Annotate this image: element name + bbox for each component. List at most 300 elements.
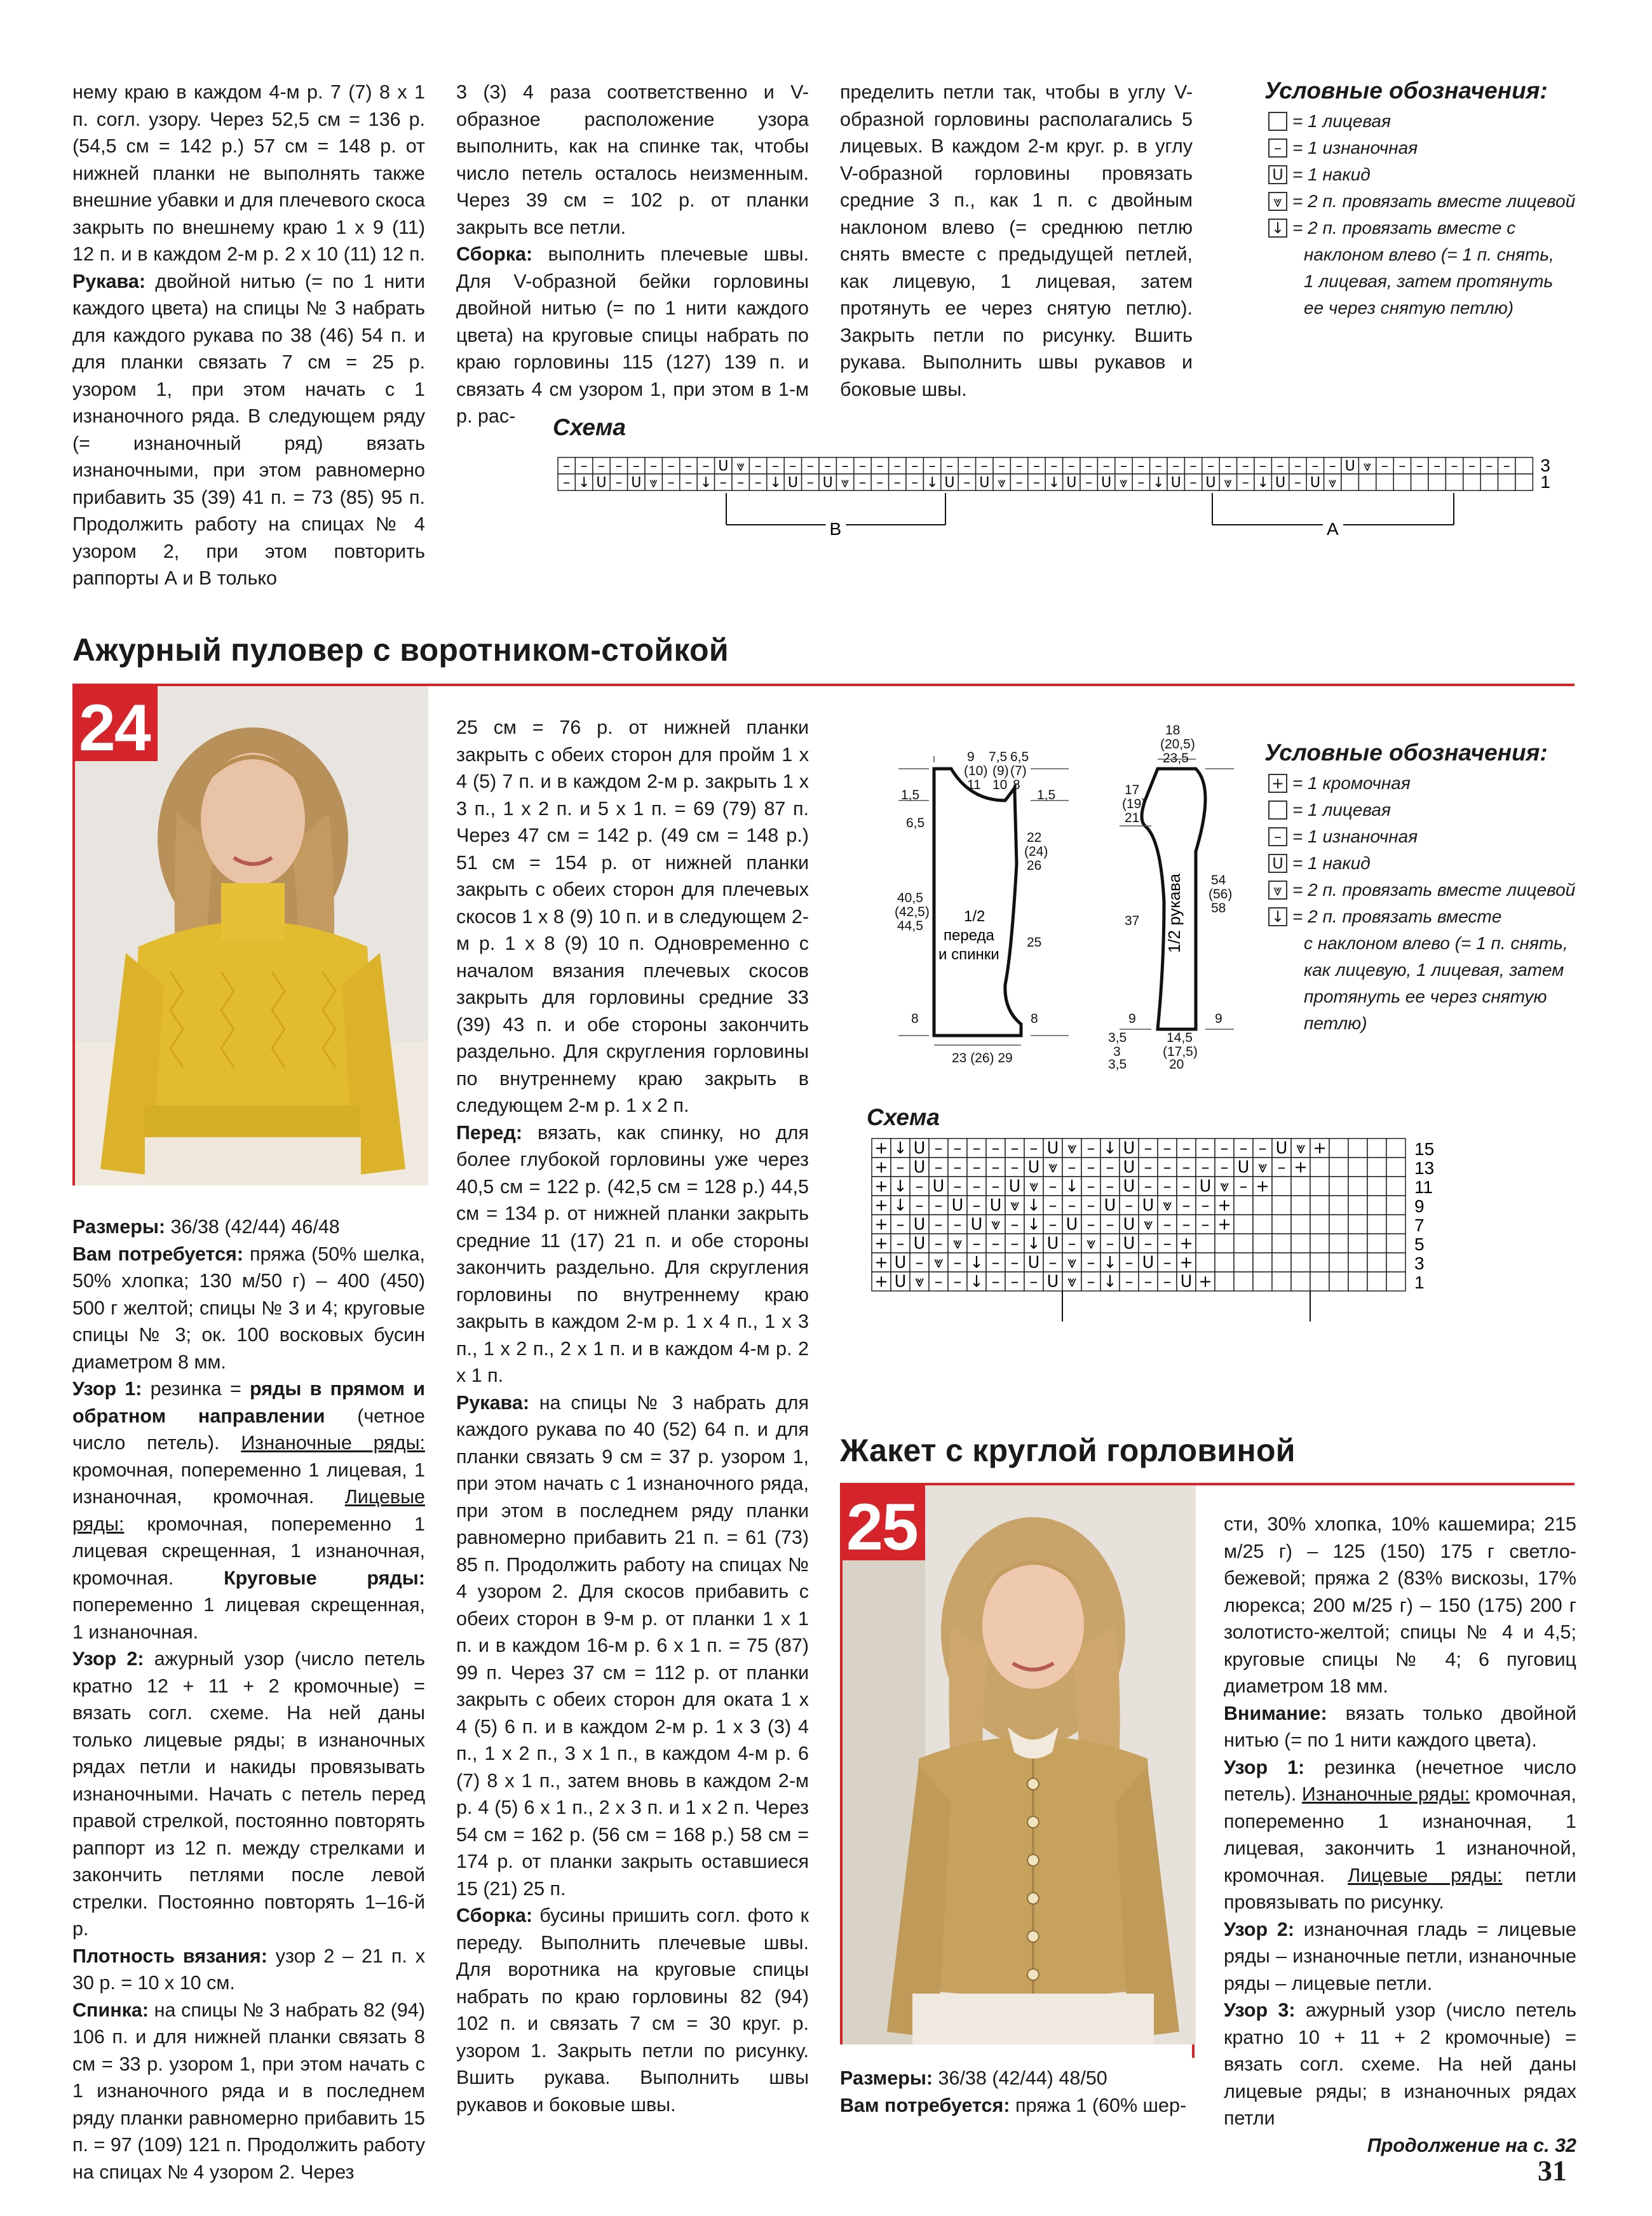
article24-chart-symbol: – <box>1163 1177 1172 1196</box>
article24-chart-symbol: – <box>953 1158 962 1177</box>
top-chart-cell <box>1463 474 1480 490</box>
top-chart-symbol: – <box>1294 474 1302 491</box>
article24-chart-symbol: – <box>1048 1253 1057 1273</box>
top-legend-item <box>1268 161 1575 188</box>
article24-chart-symbol: + <box>1217 1196 1231 1215</box>
top-chart-symbol: U <box>1205 474 1216 491</box>
article24-chart-cell <box>1367 1215 1386 1234</box>
top-legend-cont: 1 лицевая, затем протянуть <box>1304 271 1554 291</box>
article24-legend-text: = 1 накид <box>1292 853 1371 873</box>
top-chart-symbol: ↓ <box>700 474 712 491</box>
article24-chart-cell <box>1291 1253 1310 1272</box>
top-chart-symbol: ↓ <box>1048 474 1060 491</box>
article24-chart-symbol: U <box>1142 1196 1154 1215</box>
top-legend-text: = 1 накид <box>1292 165 1371 184</box>
dim-body-right6: 8 <box>1031 1011 1038 1026</box>
top-chart-symbol: – <box>1067 457 1075 475</box>
top-chart-symbol: – <box>1050 457 1058 475</box>
top-chart-symbol: – <box>806 457 814 475</box>
article24-chart-symbol: U <box>1237 1158 1250 1177</box>
pattern1-a: резинка = <box>150 1378 241 1400</box>
top-legend-item <box>1268 215 1575 241</box>
top-chart-symbol: ⩔ <box>841 474 850 491</box>
article24-chart-symbol: – <box>1144 1158 1153 1177</box>
article24-legend-item <box>1268 903 1575 930</box>
pattern1-b: ряды в прямом и обратном направлении <box>72 1378 425 1427</box>
assembly-text: бусины пришить согл. фото к переду. Выполнить плечевые швы. Для воротника на круговые спицы набрать по краю горловины 82 (94) 102 п. и связать 7 см = 30 круг. р. узором 1. Закрыть петли по рисунку. Вшить рукава. Выполнить швы рукавов и боковые швы. <box>456 1905 809 2116</box>
pattern25-3-text: ажурный узор (число петель кратно 10 + 11 + 2 кромочные) = вязать согл. схеме. На ней даны лицевые ряды; в изнаночных рядах петли <box>1224 1999 1576 2129</box>
article24-chart-symbol: ↓ <box>893 1196 907 1215</box>
dim-body-right3: (24) <box>1024 844 1048 859</box>
top-legend-text: = 2 п. провязать вместе лицевой <box>1292 191 1576 211</box>
article24-chart-symbol: ⩔ <box>1048 1158 1058 1177</box>
article24-chart-cell <box>1310 1253 1329 1272</box>
article24-chart-symbol: – <box>953 1177 962 1196</box>
article24-chart-symbol: ↓ <box>1103 1138 1117 1158</box>
article24-chart-symbol: – <box>934 1196 943 1215</box>
article24-chart-cell <box>1310 1196 1329 1215</box>
pattern1-right-rows: Лицевые ряды: <box>72 1486 425 1535</box>
sizes25-label: Размеры: <box>840 2067 933 2089</box>
article24-legend-text: = 2 п. провязать вместе <box>1292 907 1502 926</box>
article24-chart-symbol: – <box>1010 1234 1019 1253</box>
article24-chart-symbol: ⩔ <box>952 1234 963 1253</box>
article24-chart-symbol: – <box>1087 1138 1095 1158</box>
article24-chart-symbol: – <box>991 1272 1000 1292</box>
top-chart-symbol: – <box>858 474 867 491</box>
top-chart-symbol: – <box>876 474 884 491</box>
top-chart-symbol: – <box>1503 457 1510 475</box>
dim-sleeve-bottom6: 20 <box>1169 1057 1184 1072</box>
article24-chart-cell <box>1348 1158 1367 1177</box>
article24-legend-symbol <box>1268 801 1287 820</box>
article24-chart-cell <box>1253 1234 1272 1253</box>
top-legend-item <box>1268 108 1575 135</box>
dim-sleeve-left2: (19) <box>1122 797 1146 811</box>
article24-chart-symbol: ↓ <box>1065 1177 1079 1196</box>
article24-chart-cell <box>1386 1215 1405 1234</box>
pattern25-2-text: изнаночная гладь = лицевые ряды – изнаночные петли, изнаночные ряды – лицевые петли. <box>1224 1918 1576 1994</box>
article24-chart-symbol: – <box>972 1196 981 1215</box>
article24-chart-symbol: – <box>1010 1253 1019 1273</box>
article25-title: Жакет с круглой горловиной <box>840 1433 1296 1468</box>
top-chart-symbol: – <box>1294 457 1302 475</box>
article24-chart-symbol: – <box>1239 1177 1248 1196</box>
article24-chart-cell <box>1386 1138 1405 1158</box>
top-chart-symbol: U <box>631 474 642 491</box>
article24-chart-cell <box>1196 1234 1215 1253</box>
article24-chart-symbol: ↓ <box>1027 1215 1041 1234</box>
top-chart-symbol: ↓ <box>926 474 938 491</box>
top-chart-symbol: – <box>615 457 623 475</box>
article24-chart-cell <box>1310 1215 1329 1234</box>
top-chart-symbol: – <box>754 457 762 475</box>
article24-chart-symbol: + <box>874 1196 888 1215</box>
article24-legend-symbol: U <box>1268 854 1287 873</box>
article24-chart-symbol: – <box>1010 1215 1019 1234</box>
pattern1-label: Узор 1: <box>72 1378 142 1400</box>
dim-sleeve-bottom4: 14,5 <box>1167 1030 1193 1045</box>
article24-chart-symbol: + <box>874 1177 888 1196</box>
top-chart-symbol: – <box>1329 457 1336 475</box>
article24-chart-symbol: U <box>1104 1196 1116 1215</box>
article24-chart-cell <box>1348 1138 1367 1158</box>
sizes25-value: 36/38 (42/44) 48/50 <box>938 2067 1107 2089</box>
continued-note: Продолжение на с. 32 <box>1367 2134 1576 2156</box>
top-legend-item <box>1268 188 1575 215</box>
need-text: пряжа (50% шелка, 50% хлопка; 130 м/50 г) – 400 (450) 500 г желтой; спицы № 3 и 4; круговые спицы № 3; ок. 100 восковых бусин диаметром 8 мм. <box>72 1243 425 1373</box>
article24-chart-symbol: ⩔ <box>991 1215 1001 1234</box>
article24-chart-symbol: ↓ <box>970 1272 984 1292</box>
top-chart-symbol: – <box>597 457 606 475</box>
article24-chart-cell <box>1386 1234 1405 1253</box>
top-legend <box>1268 108 1575 321</box>
top-chart-row-number: 3 <box>1540 456 1550 475</box>
sizes-label: Размеры: <box>72 1216 166 1238</box>
top-chart-symbol: ↓ <box>1153 474 1165 491</box>
article24-chart-symbol: + <box>1198 1272 1212 1292</box>
article24-legend-text: = 1 кромочная <box>1292 773 1411 793</box>
article24-chart-cell <box>1348 1253 1367 1272</box>
top-chart-symbol: – <box>1416 457 1423 475</box>
dim-sleeve-right4: 9 <box>1215 1011 1222 1026</box>
article24-chart-symbol: U <box>894 1272 907 1292</box>
body-piece-label: 1/2 переда и спинки <box>938 908 999 963</box>
top-chart-symbol: – <box>719 474 727 491</box>
top-chart-symbol: – <box>1032 457 1041 475</box>
top-col1-text: нему краю в каждом 4-м р. 7 (7) 8 х 1 п. согл. узору. Через 52,5 см = 136 р. (54,5 см = 142 р.) 57 см = 148 р. от нижней планки не выполнять также внешние убавки и для плечевого скоса закрыть по внешнему краю 1 х 9 (11) 12 п. и в каждом 2-м р. 2 х 10 (11) 12 п. <box>72 81 425 265</box>
need25-label: Вам потребуется: <box>840 2094 1010 2116</box>
top-chart-symbol: – <box>580 457 588 475</box>
article24-chart-cell <box>1348 1234 1367 1253</box>
top-chart-symbol: – <box>684 457 693 475</box>
article24-col2 <box>456 714 809 2118</box>
dim-sleeve-top3: 23,5 <box>1163 751 1189 766</box>
article24-chart-cell <box>1291 1272 1310 1291</box>
top-chart-cell <box>1480 474 1498 490</box>
article24-number: 24 <box>72 686 158 761</box>
article25-col1 <box>840 2065 1193 2119</box>
article24-chart-symbol: – <box>1182 1196 1191 1215</box>
article24-chart-cell <box>1215 1272 1234 1291</box>
top-chart-symbol: – <box>1015 474 1023 491</box>
article24-schema-label: Схема <box>867 1104 940 1130</box>
article24-chart-symbol: – <box>1163 1272 1172 1292</box>
dim-body-right5: 25 <box>1027 935 1042 950</box>
article24-chart-symbol: – <box>1125 1196 1134 1215</box>
article24-legend-symbol: ↓ <box>1268 907 1287 926</box>
top-chart-symbol: ⩔ <box>649 474 658 491</box>
article24-chart-symbol: + <box>1179 1253 1193 1273</box>
article24-chart-cell <box>1310 1234 1329 1253</box>
top-knitting-chart <box>552 445 1550 546</box>
article24-chart-symbol: – <box>1182 1215 1191 1234</box>
top-chart-symbol: – <box>911 474 919 491</box>
top-chart-symbol: U <box>787 474 798 491</box>
article24-chart-symbol: ↓ <box>1027 1234 1041 1253</box>
top-chart-symbol: ⩔ <box>1363 457 1372 475</box>
article24-chart-symbol: – <box>1144 1138 1153 1158</box>
article24-chart-symbol: U <box>1008 1177 1021 1196</box>
article24-chart-cell <box>1272 1177 1291 1196</box>
article24-chart-symbol: – <box>1106 1158 1114 1177</box>
article24-pattern-diagram <box>840 712 1247 1072</box>
dim-body-left3: 40,5 <box>897 891 923 905</box>
article24-chart-symbol: – <box>934 1272 943 1292</box>
article24-chart-symbol: – <box>1087 1177 1095 1196</box>
dim-sleeve-left5: 9 <box>1128 1011 1136 1026</box>
article24-chart-symbol: ⩔ <box>933 1253 944 1273</box>
article24-chart-row-number: 7 <box>1414 1215 1425 1235</box>
density-text: узор 2 – 21 п. х 30 р. = 10 х 10 см. <box>72 1945 426 1994</box>
article24-chart-symbol: – <box>991 1138 1000 1158</box>
article24-chart-symbol: U <box>989 1196 1002 1215</box>
top-chart-symbol: U <box>1101 474 1112 491</box>
article24-chart-symbol: + <box>874 1272 888 1292</box>
article24-chart-symbol: – <box>1087 1272 1095 1292</box>
top-chart-symbol: – <box>1398 457 1406 475</box>
article24-chart-cell <box>1196 1253 1215 1272</box>
density-label: Плотность вязания: <box>72 1945 267 1967</box>
article24-legend-title: Условные обозначения: <box>1264 740 1548 766</box>
article24-chart-symbol: ↓ <box>1103 1253 1117 1273</box>
dim-body-bottom: 23 (26) 29 <box>952 1051 1013 1065</box>
article24-chart-symbol: U <box>1066 1215 1078 1234</box>
article24-chart-symbol: – <box>1067 1196 1076 1215</box>
article24-chart-symbol: U <box>1123 1177 1135 1196</box>
page-number: 31 <box>1538 2154 1567 2187</box>
back-continued: 25 см = 76 р. от нижней планки закрыть с обеих сторон для пройм 1 х 4 (5) 7 п. и в каждом 2-м р. закрыть 1 х 3 п., 1 х 2 п. и 5 х 1 п. = 69 (79) 87 п. Через 47 см = 142 р. (49 см = 148 р.) 51 см = 154 р. от нижней планки закрыть с обеих сторон для плечевых скосов 1 х 8 (9) 10 п. и в следующем 2-м р. 1 х 8 (9) 10 п. Одновременно с началом вязания плечевых скосов закрыть для горловины средние 33 (39) 43 п. и обе стороны закончить раздельно. Для скругления горловины по внутреннему краю закрыть в следующем 2-м р. 1 х 2 п. <box>456 717 809 1116</box>
article24-chart-cell <box>1291 1196 1310 1215</box>
article24-chart-symbol: U <box>1027 1253 1040 1273</box>
top-legend-symbol: ⩔ <box>1268 192 1287 211</box>
dim-body-left5: 44,5 <box>897 919 923 933</box>
article24-chart-symbol: U <box>1123 1158 1135 1177</box>
article24-chart-cell <box>1348 1272 1367 1291</box>
top-chart-symbol: U <box>979 474 990 491</box>
article24-chart-symbol: ↓ <box>893 1177 907 1196</box>
article24-chart-symbol: – <box>934 1138 943 1158</box>
top-chart-symbol: – <box>1433 457 1441 475</box>
pattern25-2-label: Узор 2: <box>1224 1918 1295 1940</box>
article24-chart-symbol: – <box>1201 1138 1210 1158</box>
top-chart-symbol: U <box>944 474 955 491</box>
article24-chart-symbol: + <box>1256 1177 1269 1196</box>
top-chart-symbol: – <box>876 457 884 475</box>
article24-chart-cell <box>1386 1158 1405 1177</box>
top-assembly-text: выполнить плечевые швы. Для V-образной бейки горловины двойной нитью (= по 1 нити каждого цвета) на круговые спицы набрать по краю горловины 115 (127) 139 п. и связать 4 см узором 1, при этом в 1-м р. рас- <box>456 243 809 427</box>
article24-chart-cell <box>1367 1196 1386 1215</box>
top-chart-symbol: – <box>563 457 571 475</box>
top-chart-symbol: ↓ <box>578 474 590 491</box>
top-col2 <box>456 79 809 430</box>
article24-chart-cell <box>1272 1234 1291 1253</box>
pattern25-1-c: петли провязывать по рисунку. <box>1224 1864 1576 1913</box>
article24-chart-symbol: – <box>1201 1158 1210 1177</box>
top-chart-symbol: ⩔ <box>1224 474 1233 491</box>
top-sleeves-label: Рукава: <box>72 270 146 292</box>
top-chart-symbol: – <box>893 457 901 475</box>
article24-chart-cell <box>1253 1253 1272 1272</box>
article24-chart-symbol: – <box>915 1196 924 1215</box>
article24-chart-cell <box>1234 1234 1253 1253</box>
dim-sleeve-right1: 54 <box>1211 873 1226 888</box>
article24-chart-symbol: + <box>874 1138 888 1158</box>
top-chart-symbol: – <box>1120 457 1128 475</box>
article24-chart-symbol: U <box>970 1215 983 1234</box>
article24-chart-cell <box>1367 1177 1386 1196</box>
article24-chart-symbol: – <box>953 1272 962 1292</box>
article24-chart-symbol: – <box>1029 1138 1038 1158</box>
top-chart-cell <box>1341 474 1358 490</box>
article24-chart-symbol: U <box>932 1177 945 1196</box>
top-chart-symbol: – <box>806 474 814 491</box>
article24-chart-symbol: – <box>1144 1272 1153 1292</box>
pattern1-e: кромочная, попеременно 1 лицевая скрещенная, 1 изнаночная, кромочная. <box>72 1513 425 1589</box>
article24-legend-cont: протянуть ее через снятую <box>1304 987 1547 1006</box>
article24-chart-symbol: – <box>1106 1177 1114 1196</box>
article24-chart-symbol: – <box>896 1215 905 1234</box>
top-legend-symbol <box>1268 112 1287 131</box>
article24-legend-item <box>1268 823 1575 850</box>
article24-chart-row-number: 15 <box>1414 1139 1435 1159</box>
dim-sleeve-top2: (20,5) <box>1160 737 1195 752</box>
article25-number: 25 <box>840 1485 925 1560</box>
article24-chart-cell <box>1329 1234 1348 1253</box>
top-chart-symbol: U <box>1310 474 1320 491</box>
article24-chart-symbol: – <box>1182 1177 1191 1196</box>
article24-chart-symbol: – <box>1067 1158 1076 1177</box>
top-legend-item <box>1268 135 1575 161</box>
front-label: Перед: <box>456 1121 522 1144</box>
article24-chart-cell <box>1253 1215 1272 1234</box>
article24-chart-cell <box>1272 1196 1291 1215</box>
top-legend-text: = 2 п. провязать вместе с <box>1292 218 1516 238</box>
article24-legend-item <box>1268 877 1575 903</box>
dim-body-top7: 6,5 <box>1010 750 1029 764</box>
article24-chart-symbol: U <box>1123 1138 1135 1158</box>
article24-chart-cell <box>1367 1158 1386 1177</box>
top-chart-cell <box>1393 474 1411 490</box>
article24-chart-symbol: + <box>874 1158 888 1177</box>
top-chart-symbol: – <box>963 457 971 475</box>
article24-chart-symbol: – <box>1182 1138 1191 1158</box>
top-chart-symbol: – <box>963 474 971 491</box>
article24-chart-symbol: – <box>1087 1253 1095 1273</box>
article24-legend-symbol: – <box>1268 827 1287 846</box>
top-chart-symbol: – <box>1259 457 1267 475</box>
article24-chart-cell <box>1329 1138 1348 1158</box>
article24-chart-cell <box>1329 1215 1348 1234</box>
article24-chart-symbol: – <box>1087 1158 1095 1177</box>
top-chart-symbol: – <box>667 474 675 491</box>
dim-body-top1: 9 <box>967 750 975 764</box>
sleeves-text: на спицы № 3 набрать для каждого рукава по 40 (52) 64 п. и для планки связать 9 см = 37 р. узором 1, при этом начать с 1 изнаночного ряда, при этом в последнем ряду планки равномерно прибавить 21 п. = 61 (73) 85 п. Продолжить работу на спицах № 4 узором 2. Для скосов прибавить с обеих сторон в 9-м р. от планки 1 х 1 п. и в каждом 16-м р. 6 х 1 п. = 75 (87) 99 п. Через 37 см = 112 р. от планки закрыть с обеих сторон для оката 1 х 4 (5) 6 п. и в каждом 2-м р. 1 х 3 (3) 4 п., 1 х 2 п., 3 х 1 п., в каждом 4-м р. 6 (7) 8 х 1 п., затем вновь в каждом 2-м р. 4 (5) 6 х 1 п., 2 х 3 п. и 1 х 2 п. Через 54 см = 162 р. (56 см = 168 р.) 58 см = 174 р. от планки закрыть оставшиеся 15 (21) 25 п. <box>456 1391 809 1900</box>
article24-chart-symbol: – <box>972 1234 981 1253</box>
article24-chart-cell <box>1367 1253 1386 1272</box>
article24-chart-symbol: ⩔ <box>1010 1196 1020 1215</box>
article24-chart-symbol: ⩔ <box>1067 1253 1077 1273</box>
article24-chart-symbol: – <box>991 1253 1000 1273</box>
article24-title: Ажурный пуловер с воротником-стойкой <box>72 632 729 668</box>
top-chart-symbol: U <box>596 474 607 491</box>
article24-chart-row-number: 5 <box>1414 1234 1425 1254</box>
top-legend-text: = 1 лицевая <box>1292 111 1391 131</box>
article24-chart-symbol: – <box>1087 1215 1095 1234</box>
article24-chart-symbol: – <box>1010 1158 1019 1177</box>
top-chart-cell <box>1428 474 1446 490</box>
article24-chart-symbol: – <box>1010 1272 1019 1292</box>
article24-chart-symbol: U <box>1142 1253 1154 1273</box>
top-chart-symbol: – <box>1468 457 1476 475</box>
article24-chart-symbol: – <box>1258 1138 1267 1158</box>
article24-chart-cell <box>1310 1177 1329 1196</box>
top-chart-symbol: U <box>1170 474 1181 491</box>
article24-chart-symbol: ⩔ <box>1029 1177 1039 1196</box>
article24-chart-cell <box>1386 1196 1405 1215</box>
article24-chart-symbol: U <box>913 1138 926 1158</box>
article24-chart-symbol: U <box>913 1234 926 1253</box>
article24-chart-cell <box>1272 1272 1291 1291</box>
pattern1-f: попеременно 1 лицевая скрещенная, 1 изнаночная. <box>72 1594 425 1643</box>
article24-chart-symbol: U <box>913 1215 926 1234</box>
article25-col2 <box>1224 1511 1576 2159</box>
top-legend-symbol: U <box>1268 165 1287 184</box>
article24-chart-cell <box>1310 1158 1329 1177</box>
top-chart-symbol: – <box>1102 457 1110 475</box>
article24-chart-symbol: + <box>874 1215 888 1234</box>
dim-body-right2: 22 <box>1027 830 1042 845</box>
dim-body-right4: 26 <box>1027 858 1042 873</box>
article24-chart-cell <box>1215 1253 1234 1272</box>
dim-body-top8: (7) <box>1010 764 1027 778</box>
top-chart-symbol: – <box>893 474 901 491</box>
top-chart-symbol: – <box>737 474 745 491</box>
top-chart-symbol: – <box>1137 474 1145 491</box>
top-chart-symbol: ⩔ <box>736 457 745 475</box>
pattern1-c: (четное число петель). <box>72 1405 425 1454</box>
top-chart-cell <box>1515 457 1533 474</box>
dim-body-left1: 1,5 <box>901 788 920 802</box>
article24-chart-symbol: ⩔ <box>1296 1138 1306 1158</box>
need-label: Вам потребуется: <box>72 1243 244 1265</box>
article24-chart-symbol: U <box>1199 1177 1212 1196</box>
article24-chart-symbol: U <box>894 1253 907 1273</box>
top-chart-symbol: – <box>1242 474 1249 491</box>
article24-legend <box>1268 770 1575 1037</box>
article24-legend-symbol: ⩔ <box>1268 881 1287 900</box>
article24-chart-symbol: – <box>1201 1215 1210 1234</box>
article24-chart-cell <box>1310 1272 1329 1291</box>
back-label: Спинка: <box>72 1999 149 2021</box>
article24-chart-symbol: U <box>1046 1272 1059 1292</box>
article24-chart-cell <box>1291 1234 1310 1253</box>
top-chart-symbol: – <box>650 457 658 475</box>
pattern25-1-label: Узор 1: <box>1224 1756 1305 1778</box>
article24-chart-cell <box>1329 1272 1348 1291</box>
top-chart-symbol: – <box>1451 457 1458 475</box>
top-chart-symbol: – <box>1242 457 1249 475</box>
article24-legend-text: = 1 лицевая <box>1292 800 1391 820</box>
top-chart-symbol: – <box>1172 457 1180 475</box>
article24-chart-symbol: – <box>1201 1196 1210 1215</box>
dim-body-left6: 8 <box>911 1011 919 1026</box>
top-chart-symbol: – <box>1207 457 1215 475</box>
article24-chart-symbol: – <box>1163 1138 1172 1158</box>
article24-chart-cell <box>1367 1272 1386 1291</box>
top-chart-symbol: – <box>1276 457 1284 475</box>
dim-sleeve-bottom5: (17,5) <box>1163 1044 1198 1059</box>
